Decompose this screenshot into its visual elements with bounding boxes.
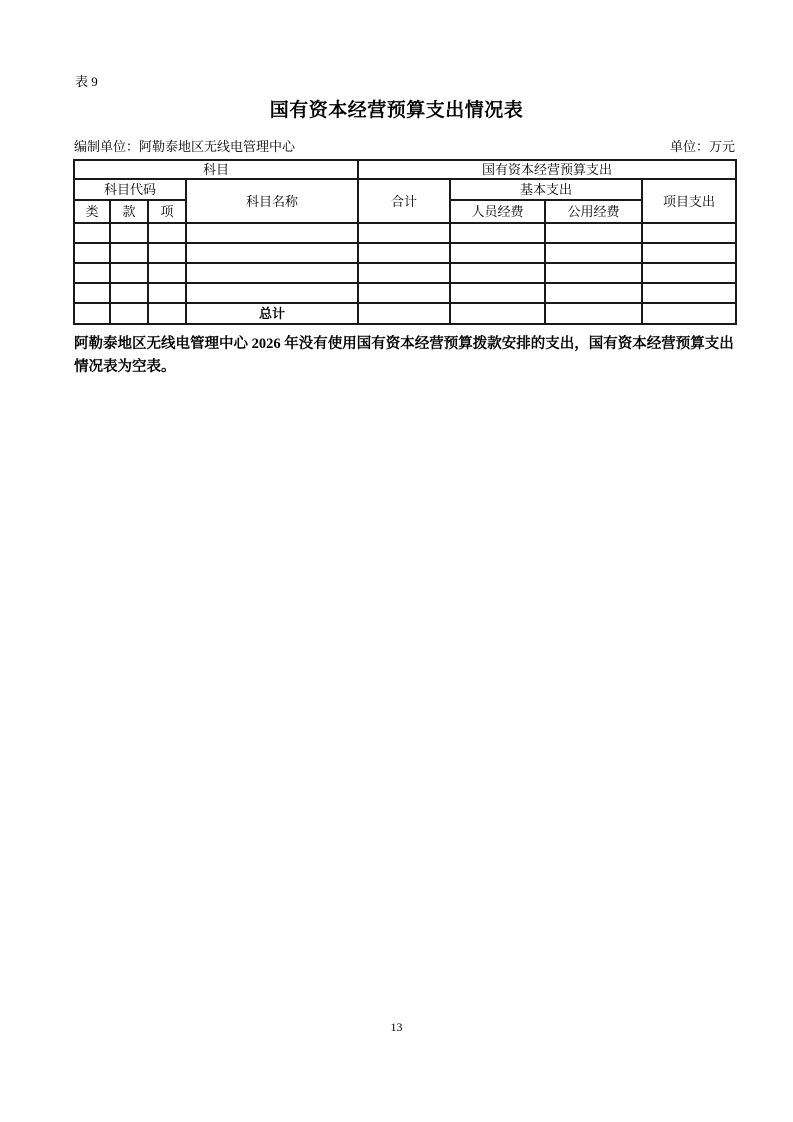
cell-public-funds <box>545 223 642 243</box>
cell-total <box>358 243 450 263</box>
cell-clause <box>110 303 148 324</box>
budget-expenditure-table <box>73 159 737 325</box>
header-item: 项 <box>148 200 186 223</box>
cell-project-expenditure <box>642 243 736 263</box>
cell-category <box>74 303 110 324</box>
cell-public-funds <box>545 303 642 324</box>
cell-clause <box>110 283 148 303</box>
unit-label: 单位：万元 <box>669 139 735 154</box>
cell-total <box>358 263 450 283</box>
cell-total <box>358 303 450 324</box>
header-row-groups <box>74 160 736 179</box>
empty-table-note-line: 阿勒泰地区无线电管理中心 2026 年没有使用国有资本经营预算拨款安排的支出，国有资本经营预算支出 <box>74 336 734 352</box>
header-subject-name: 科目名称 <box>186 179 358 223</box>
cell-item <box>148 303 186 324</box>
header-subject-group: 科目 <box>74 160 358 179</box>
cell-subject-name <box>186 263 358 283</box>
cell-subject-name <box>186 243 358 263</box>
header-total: 合计 <box>358 179 450 223</box>
page-number: 13 <box>390 1020 403 1034</box>
cell-personnel-funds <box>450 303 545 324</box>
header-category: 类 <box>74 200 110 223</box>
header-public-funds: 公用经费 <box>545 200 642 223</box>
table-row <box>74 263 736 283</box>
table-row <box>74 243 736 263</box>
table-row <box>74 223 736 243</box>
cell-category <box>74 223 110 243</box>
table-meta-row <box>74 138 735 155</box>
cell-subject-name: 总计 <box>186 303 358 324</box>
cell-project-expenditure <box>642 303 736 324</box>
empty-table-note-line: 情况表为空表。 <box>74 359 176 375</box>
cell-public-funds <box>545 243 642 263</box>
header-personnel-funds: 人员经费 <box>450 200 545 223</box>
page-title: 国有资本经营预算支出情况表 <box>269 100 524 121</box>
cell-category <box>74 283 110 303</box>
cell-personnel-funds <box>450 243 545 263</box>
header-budget-group: 国有资本经营预算支出 <box>358 160 736 179</box>
cell-personnel-funds <box>450 223 545 243</box>
cell-item <box>148 283 186 303</box>
cell-item <box>148 223 186 243</box>
cell-clause <box>110 263 148 283</box>
cell-item <box>148 243 186 263</box>
table-total-row <box>74 303 736 324</box>
table-number-label: 表 9 <box>75 74 98 89</box>
cell-subject-name <box>186 283 358 303</box>
header-project-expenditure: 项目支出 <box>642 179 736 223</box>
cell-personnel-funds <box>450 283 545 303</box>
header-clause: 款 <box>110 200 148 223</box>
cell-clause <box>110 223 148 243</box>
header-subject-code: 科目代码 <box>74 179 186 200</box>
cell-clause <box>110 243 148 263</box>
cell-project-expenditure <box>642 283 736 303</box>
table-row <box>74 283 736 303</box>
cell-category <box>74 243 110 263</box>
header-basic-expenditure: 基本支出 <box>450 179 642 200</box>
header-row-mid <box>74 179 736 200</box>
cell-item <box>148 263 186 283</box>
cell-total <box>358 283 450 303</box>
cell-personnel-funds <box>450 263 545 283</box>
cell-public-funds <box>545 263 642 283</box>
empty-table-note <box>74 333 740 379</box>
prepared-by-label: 编制单位：阿勒泰地区无线电管理中心 <box>74 139 296 154</box>
cell-total <box>358 223 450 243</box>
cell-project-expenditure <box>642 223 736 243</box>
cell-subject-name <box>186 223 358 243</box>
cell-project-expenditure <box>642 263 736 283</box>
cell-public-funds <box>545 283 642 303</box>
cell-category <box>74 263 110 283</box>
